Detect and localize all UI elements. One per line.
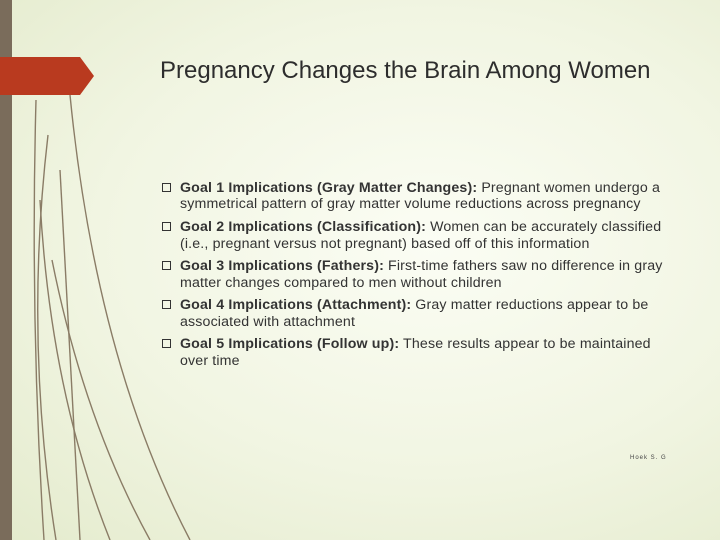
goal-heading: Goal 4 Implications (Attachment): [180,297,412,314]
goal-heading: Goal 5 Implications (Follow up): [180,336,400,353]
citation: Hoek S. G [630,455,667,461]
goal-text: First-time fathers saw no difference in gray matter changes compared to men without children [180,258,663,291]
checkbox-bullet-icon [162,300,171,309]
list-item [162,336,682,369]
checkbox-bullet-icon [162,339,171,348]
goal-heading: Goal 2 Implications (Classification): [180,219,426,236]
goal-text: Pregnant women undergo a symmetrical pattern of gray matter volume reductions across pregnancy [180,180,661,213]
goal-heading: Goal 3 Implications (Fathers): [180,258,384,275]
goal-text: These results appear to be maintained over time [180,336,651,369]
checkbox-bullet-icon [162,222,171,231]
checkbox-bullet-icon [162,261,171,270]
slide-title: Pregnancy Changes the Brain Among Women [160,57,651,84]
list-item [162,219,682,252]
goal-text: Gray matter reductions appear to be associated with attachment [180,297,649,330]
goal-heading: Goal 1 Implications (Gray Matter Changes): [180,180,478,196]
title-accent-tab [0,57,94,95]
checkbox-bullet-icon [162,183,171,192]
list-item [162,297,682,330]
list-item [162,180,682,213]
list-item [162,258,682,291]
goal-text: Women can be accurately classified (i.e., pregnant versus not pregnant) based off of this information [180,219,662,252]
goals-list [162,180,682,376]
